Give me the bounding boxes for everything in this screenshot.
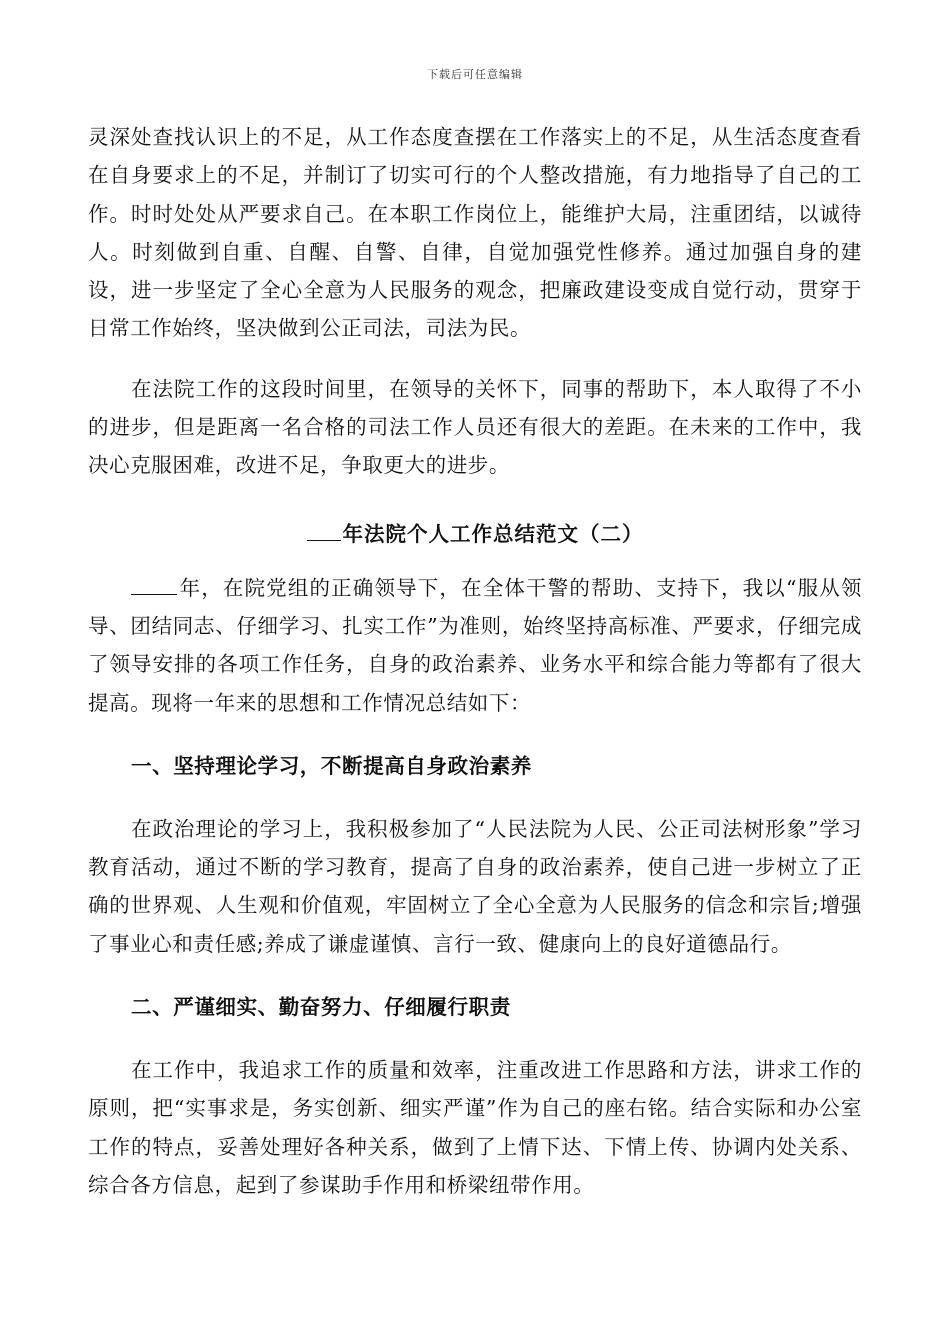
paragraph-3 <box>88 569 862 722</box>
document-body <box>88 118 862 1204</box>
section-title-text: 年法院个人工作总结范文（二） <box>342 521 644 546</box>
paragraph-4: 在政治理论的学习上，我积极参加了“人民法院为人民、公正司法树形象”学习教育活动，通过不断的学习教育，提高了自身的政治素养，使自己进一步树立了正确的世界观、人生观和价值观，牢固树立了全心全意为人民服务的信念和宗旨;增强了事业心和责任感;养成了谦虚谨慎、言行一致、健康向上的良好道德品行。 <box>88 816 862 956</box>
paragraph-1: 灵深处查找认识上的不足，从工作态度查摆在工作落实上的不足，从生活态度查看在自身要求上的不足，并制订了切实可行的个人整改措施，有力地指导了自己的工作。时时处处从严要求自己。在本职工作岗位上，能维护大局，注重团结，以诚待人。时刻做到自重、自醒、自警、自律，自觉加强党性修养。通过加强自身的建设，进一步坚定了全心全意为人民服务的观念，把廉政建设变成自觉行动，贯穿于日常工作始终，坚决做到公正司法，司法为民。 <box>88 125 862 341</box>
paragraph-5: 在工作中，我追求工作的质量和效率，注重改进工作思路和方法，讲求工作的原则，把“实事求是，务实创新、细实严谨”作为自己的座右铭。结合实际和办公室工作的特点，妥善处理好各种关系，做到了上情下达、下情上传、协调内处关系、综合各方信息，起到了参谋助手作用和桥梁纽带作用。 <box>88 1058 862 1197</box>
paragraph-3-text: 年，在院党组的正确领导下，在全体干警的帮助、支持下，我以“服从领导、团结同志、仔细学习、扎实工作”为准则，始终坚持高标准、严要求，仔细完成了领导安排的各项工作任务，自身的政治素养、业务水平和综合能力等都有了很大提高。现将一年来的思想和工作情况总结如下： <box>88 575 862 715</box>
header-note: 下载后可任意编辑 <box>427 68 523 81</box>
title-blank-line <box>307 520 341 541</box>
year-blank-line <box>131 574 177 595</box>
section-title <box>88 515 862 553</box>
heading-1: 一、坚持理论学习，不断提高自身政治素养 <box>131 753 532 778</box>
paragraph-2: 在法院工作的这段时间里，在领导的关怀下，同事的帮助下，本人取得了不小的进步，但是距离一名合格的司法工作人员还有很大的差距。在未来的工作中，我决心克服困难，改进不足，争取更大的进步。 <box>88 376 862 478</box>
heading-2: 二、严谨细实、勤奋努力、仔细履行职责 <box>131 995 511 1020</box>
